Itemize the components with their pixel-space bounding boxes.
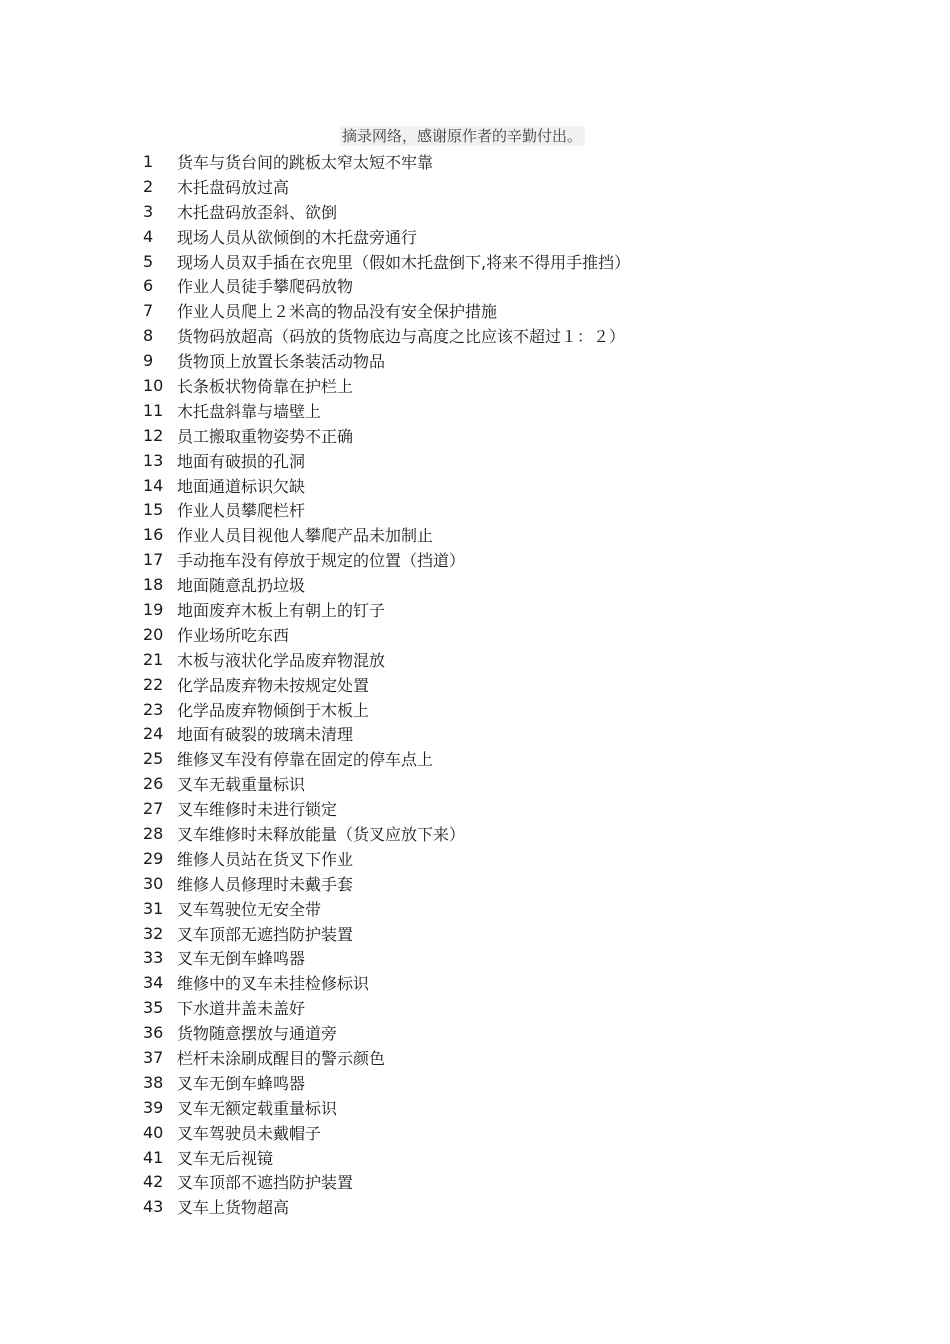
item-number: 36 xyxy=(143,1023,164,1043)
item-number: 28 xyxy=(143,823,164,843)
item-text: 货车与货台间的跳板太窄太短不牢靠 xyxy=(177,152,434,172)
list-item xyxy=(143,1145,630,1170)
item-text: 化学品废弃物未按规定处置 xyxy=(177,675,370,695)
item-number: 35 xyxy=(143,998,164,1018)
list-item xyxy=(143,1070,630,1095)
item-number: 34 xyxy=(143,973,164,993)
item-number: 9 xyxy=(143,351,154,371)
list-item xyxy=(143,796,630,821)
item-number: 41 xyxy=(143,1147,164,1167)
item-text: 员工搬取重物姿势不正确 xyxy=(177,426,354,446)
list-item xyxy=(143,348,630,373)
item-number: 43 xyxy=(143,1197,164,1217)
list-item xyxy=(143,647,630,672)
item-text: 维修人员修理时未戴手套 xyxy=(177,874,354,894)
list-item xyxy=(143,896,630,921)
list-item xyxy=(143,249,630,274)
item-text: 现场人员双手插在衣兜里（假如木托盘倒下,将来不得用手推挡） xyxy=(177,252,631,272)
item-text: 地面有破损的孔洞 xyxy=(177,451,306,471)
item-text: 作业人员徒手攀爬码放物 xyxy=(177,277,354,297)
list-item xyxy=(143,995,630,1020)
item-text: 叉车驾驶位无安全带 xyxy=(177,899,322,919)
item-number: 3 xyxy=(143,201,154,221)
item-number: 11 xyxy=(143,400,164,420)
list-item xyxy=(143,1120,630,1145)
item-text: 叉车无倒车蜂鸣器 xyxy=(177,949,306,969)
item-number: 13 xyxy=(143,450,164,470)
list-item xyxy=(143,721,630,746)
item-number: 2 xyxy=(143,176,154,196)
list-item xyxy=(143,398,630,423)
item-number: 26 xyxy=(143,774,164,794)
item-number: 15 xyxy=(143,500,164,520)
item-number: 21 xyxy=(143,649,164,669)
item-text: 下水道井盖未盖好 xyxy=(177,999,306,1019)
list-item xyxy=(143,298,630,323)
item-number: 29 xyxy=(143,848,164,868)
item-number: 31 xyxy=(143,898,164,918)
item-number: 40 xyxy=(143,1122,164,1142)
item-text: 叉车无载重量标识 xyxy=(177,775,306,795)
list-item xyxy=(143,547,630,572)
list-item xyxy=(143,423,630,448)
item-text: 木托盘码放歪斜、欲倒 xyxy=(177,202,338,222)
item-text: 货物码放超高（码放的货物底边与高度之比应该不超过１：２） xyxy=(177,327,626,347)
list-item xyxy=(143,149,630,174)
item-text: 木托盘码放过高 xyxy=(177,177,290,197)
item-number: 1 xyxy=(143,151,154,171)
item-text: 叉车无额定载重量标识 xyxy=(177,1098,338,1118)
item-number: 8 xyxy=(143,326,154,346)
item-text: 作业场所吃东西 xyxy=(177,625,290,645)
item-text: 地面有破裂的玻璃未清理 xyxy=(177,725,354,745)
list-item xyxy=(143,697,630,722)
item-number: 24 xyxy=(143,724,164,744)
list-item xyxy=(143,746,630,771)
item-text: 作业人员目视他人攀爬产品未加制止 xyxy=(177,526,434,546)
item-number: 32 xyxy=(143,923,164,943)
list-item xyxy=(143,572,630,597)
item-number: 4 xyxy=(143,226,154,246)
list-item xyxy=(143,821,630,846)
item-number: 30 xyxy=(143,873,164,893)
list-item xyxy=(143,323,630,348)
item-text: 栏杆未涂刷成醒目的警示颜色 xyxy=(177,1049,386,1068)
item-text: 长条板状物倚靠在护栏上 xyxy=(177,376,354,396)
item-number: 25 xyxy=(143,749,164,769)
item-text: 维修叉车没有停靠在固定的停车点上 xyxy=(177,750,434,770)
list-item xyxy=(143,1045,630,1070)
list-item xyxy=(143,1020,630,1045)
item-text: 叉车顶部无遮挡防护装置 xyxy=(177,924,354,944)
item-text: 地面废弃木板上有朝上的钉子 xyxy=(177,600,386,620)
item-number: 14 xyxy=(143,475,164,495)
item-text: 叉车维修时未进行锁定 xyxy=(177,800,338,820)
list-item xyxy=(143,224,630,249)
item-number: 39 xyxy=(143,1097,164,1117)
list-item xyxy=(143,946,630,971)
item-number: 7 xyxy=(143,301,154,321)
list-item xyxy=(143,970,630,995)
list-item xyxy=(143,522,630,547)
item-number: 37 xyxy=(143,1048,164,1067)
item-number: 27 xyxy=(143,799,164,819)
item-text: 货物随意摆放与通道旁 xyxy=(177,1024,338,1044)
item-text: 叉车上货物超高 xyxy=(177,1198,290,1218)
item-number: 18 xyxy=(143,575,164,595)
item-text: 作业人员攀爬栏杆 xyxy=(177,501,306,521)
item-text: 维修中的叉车未挂检修标识 xyxy=(177,974,370,994)
item-text: 货物顶上放置长条装活动物品 xyxy=(177,352,386,372)
list-item xyxy=(143,373,630,398)
list-item xyxy=(143,473,630,498)
list-item xyxy=(143,597,630,622)
item-number: 19 xyxy=(143,599,164,619)
item-text: 叉车顶部不遮挡防护装置 xyxy=(177,1173,354,1193)
list-item xyxy=(143,672,630,697)
item-number: 6 xyxy=(143,276,154,296)
item-number: 16 xyxy=(143,525,164,545)
item-text: 手动拖车没有停放于规定的位置（挡道） xyxy=(177,551,466,571)
list-item xyxy=(143,1194,630,1219)
item-number: 12 xyxy=(143,425,164,445)
item-number: 10 xyxy=(143,375,164,395)
list-item xyxy=(143,448,630,473)
list-item xyxy=(143,273,630,298)
list-item xyxy=(143,1095,630,1120)
list-item xyxy=(143,1170,630,1195)
item-text: 叉车无倒车蜂鸣器 xyxy=(177,1073,306,1093)
item-text: 地面通道标识欠缺 xyxy=(177,476,306,496)
hazard-list xyxy=(143,149,630,1219)
item-number: 23 xyxy=(143,699,164,719)
list-item xyxy=(143,921,630,946)
item-number: 33 xyxy=(143,948,164,968)
item-text: 化学品废弃物倾倒于木板上 xyxy=(177,700,370,720)
list-item xyxy=(143,871,630,896)
item-text: 叉车维修时未释放能量（货叉应放下来） xyxy=(177,824,466,844)
item-text: 维修人员站在货叉下作业 xyxy=(177,849,354,869)
list-item xyxy=(143,846,630,871)
item-number: 38 xyxy=(143,1072,164,1092)
item-text: 地面随意乱扔垃圾 xyxy=(177,576,306,596)
header-note: 摘录网络，感谢原作者的辛勤付出。 xyxy=(340,126,585,146)
list-item xyxy=(143,771,630,796)
list-item xyxy=(143,497,630,522)
item-text: 木托盘斜靠与墙壁上 xyxy=(177,401,322,421)
list-item xyxy=(143,174,630,199)
item-text: 木板与液状化学品废弃物混放 xyxy=(177,650,386,670)
item-number: 5 xyxy=(143,251,154,271)
item-number: 17 xyxy=(143,550,164,570)
item-text: 作业人员爬上２米高的物品没有安全保护措施 xyxy=(177,302,498,322)
item-number: 22 xyxy=(143,674,164,694)
item-text: 叉车无后视镜 xyxy=(177,1148,274,1168)
item-text: 叉车驾驶员未戴帽子 xyxy=(177,1123,322,1143)
item-text: 现场人员从欲倾倒的木托盘旁通行 xyxy=(177,227,418,247)
list-item xyxy=(143,199,630,224)
list-item xyxy=(143,622,630,647)
item-number: 42 xyxy=(143,1172,164,1192)
item-number: 20 xyxy=(143,624,164,644)
